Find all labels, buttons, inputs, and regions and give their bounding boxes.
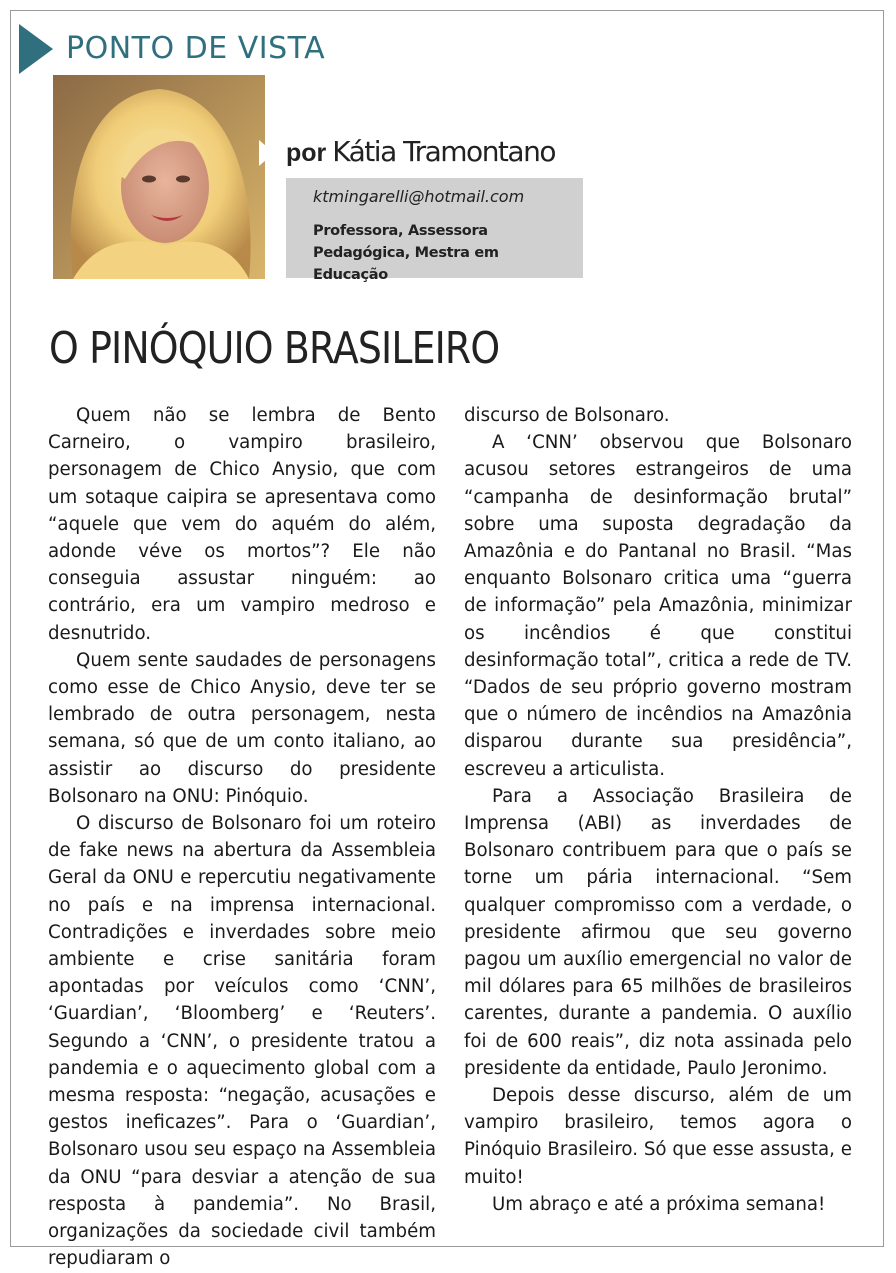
article-headline: O PINÓQUIO BRASILEIRO bbox=[49, 323, 500, 374]
paragraph: Quem sente saudades de personagens como esse de Chico Anysio, deve ter se lembrado de outra personagem, nesta semana, só que de um conto italiano, ao assistir ao discurso do presidente Bolsonaro na ONU: Pinóquio. bbox=[48, 649, 436, 807]
author-portrait-icon bbox=[53, 75, 265, 279]
author-info-box bbox=[286, 178, 583, 283]
author-photo bbox=[53, 75, 265, 279]
byline bbox=[286, 133, 555, 176]
section-arrow-icon bbox=[19, 24, 53, 74]
byline-prefix: por bbox=[286, 139, 327, 167]
paragraph: A ‘CNN’ observou que Bolsonaro acusou setores estrangeiros de uma “campanha de desinformação brutal” sobre uma suposta degradação da Amazônia e do Pantanal no Brasil. “Mas enquanto Bolsonaro critica uma “guerra de informação” pela Amazônia, minimizar os incêndios é que constitui desinformação total”, critica a rede de TV. “Dados de seu próprio governo mostram que o número de incêndios na Amazônia disparou durante sua presidência”, escreveu a articulista. bbox=[464, 432, 852, 780]
paragraph-continuation: discurso de Bolsonaro. bbox=[464, 405, 670, 426]
paragraph: O discurso de Bolsonaro foi um roteiro de fake news na abertura da Assembleia Geral da ONU e repercutiu negativamente no país e na imprensa internacional. Contradições e inverdades sobre meio ambiente e crise sanitária foram apontadas por veículos como ‘CNN’, ‘Guardian’, ‘Bloomberg’ e ‘Reuters’. Segundo a ‘CNN’, o presidente tratou a pandemia e o aquecimento global com a mesma resposta: “negação, acusações e gestos ineficazes”. Para o ‘Guardian’, Bolsonaro usou seu espaço na Assembleia da ONU “para desviar a atenção de sua resposta à pandemia”. No Brasil, organizações da sociedade civil também repudiaram o bbox=[48, 813, 436, 1270]
byline-pointer-icon bbox=[259, 140, 274, 166]
article-column-2 bbox=[464, 402, 852, 1218]
paragraph: Depois desse discurso, além de um vampiro brasileiro, temos agora o Pinóquio Brasileiro. Só que esse assusta, e muito! bbox=[464, 1085, 852, 1188]
paragraph: Um abraço e até a próxima semana! bbox=[492, 1193, 826, 1215]
paragraph: Para a Associação Brasileira de Imprensa (ABI) as inverdades de Bolsonaro contribuem para que o país se torne um pária internacional. “Sem qualquer compromisso com a verdade, o presidente afirmou que seu governo pagou um auxílio emergencial no valor de mil dólares para 65 milhões de brasileiros carentes, durante a pandemia. O auxílio foi de 600 reais”, diz nota assinada pelo presidente da entidade, Paulo Jeronimo. bbox=[464, 785, 852, 1079]
author-email: ktmingarelli@hotmail.com bbox=[313, 187, 525, 206]
author-name: Kátia Tramontano bbox=[332, 135, 555, 168]
article-column-1 bbox=[48, 402, 436, 1273]
paragraph: Quem não se lembra de Bento Carneiro, o vampiro brasileiro, personagem de Chico Anysio, que com um sotaque caipira se apresentava como “aquele que vem do aquém do além, adonde véve os mortos”? Ele não conseguia assustar ninguém: ao contrário, era um vampiro medroso e desnutrido. bbox=[48, 405, 436, 644]
section-title: PONTO DE VISTA bbox=[66, 31, 326, 66]
author-role: Professora, Assessora Pedagógica, Mestra em Educação bbox=[313, 223, 499, 283]
